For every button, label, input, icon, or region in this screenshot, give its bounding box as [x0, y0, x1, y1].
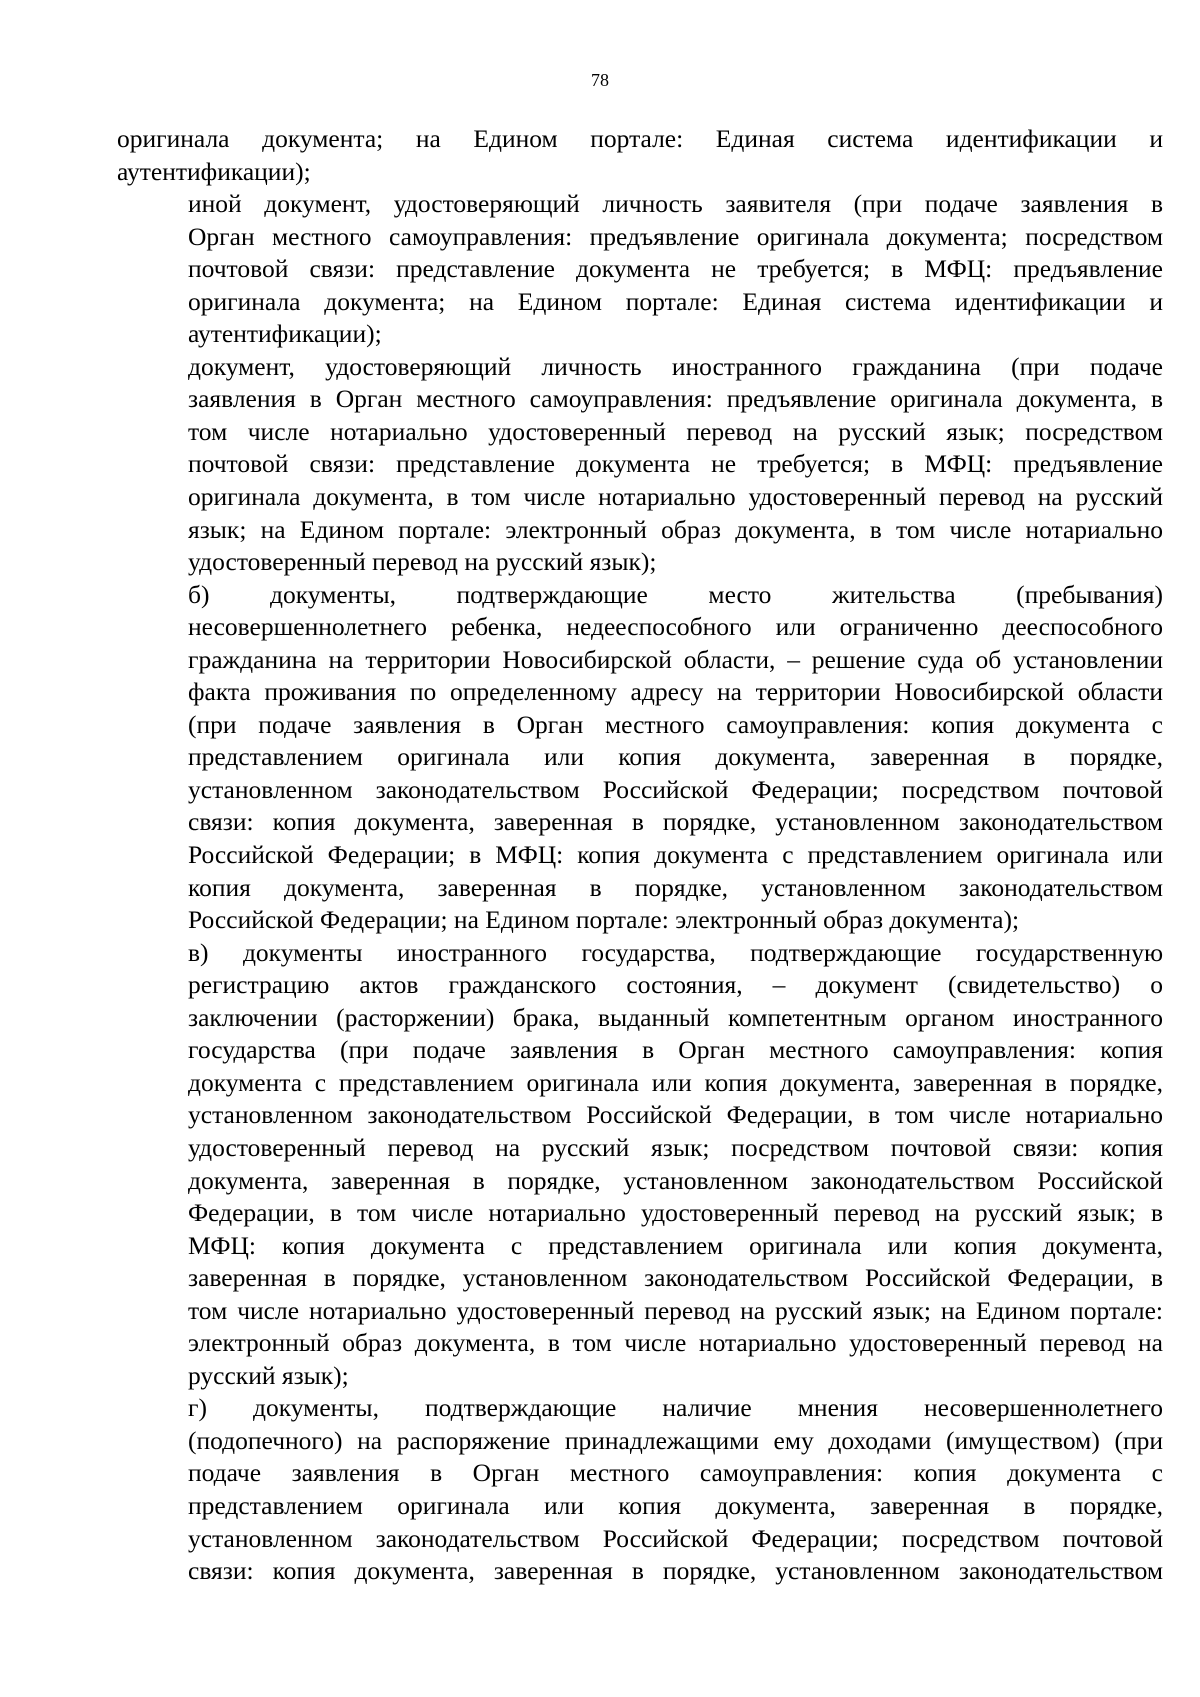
text-line: оригинала документа; на Едином портале: Единая система идентификации и [117, 124, 1163, 153]
text-line: язык; на Едином портале: электронный образ документа, в том числе нотариально [188, 514, 1163, 544]
paragraph [117, 1392, 1163, 1587]
text-line: оригинала документа; на Едином портале: Единая система идентификации и [188, 286, 1163, 316]
text-line: представлением оригинала или копия документа, заверенная в порядке, [188, 1490, 1163, 1520]
text-line: почтовой связи: представление документа не требуется; в МФЦ: предъявление [188, 254, 1163, 284]
text-line: связи: копия документа, заверенная в порядке, установленном законодательством [188, 1556, 1163, 1586]
text-line: представлением оригинала или копия документа, заверенная в порядке, [188, 742, 1163, 772]
text-line: заявления в Орган местного самоуправления: предъявление оригинала документа, в [188, 384, 1163, 414]
text-line: установленном законодательством Российской Федерации; посредством почтовой [188, 774, 1163, 804]
text-line: копия документа, заверенная в порядке, установленном законодательством [188, 872, 1163, 902]
text-line: установленном законодательством Российской Федерации, в том числе нотариально [188, 1100, 1163, 1130]
text-line: в) документы иностранного государства, подтверждающие государственную [188, 937, 1163, 967]
paragraph [117, 579, 1163, 937]
text-line: удостоверенный перевод на русский язык; посредством почтовой связи: копия [188, 1132, 1163, 1162]
text-line: документа с представлением оригинала или копия документа, заверенная в порядке, [188, 1067, 1163, 1097]
text-line: том числе нотариально удостоверенный перевод на русский язык; на Едином портале: [188, 1295, 1163, 1325]
text-line: Федерации, в том числе нотариально удостоверенный перевод на русский язык; в [188, 1198, 1163, 1228]
text-line: аутентификации); [188, 319, 382, 349]
text-line: русский язык); [188, 1360, 349, 1390]
text-line: удостоверенный перевод на русский язык); [188, 547, 657, 577]
text-line: б) документы, подтверждающие место жительства (пребывания) [188, 579, 1163, 609]
text-line: иной документ, удостоверяющий личность заявителя (при подаче заявления в [188, 189, 1163, 219]
text-line: факта проживания по определенному адресу на территории Новосибирской области [188, 677, 1163, 707]
page-number: 78 [591, 70, 609, 90]
text-line: МФЦ: копия документа с представлением оригинала или копия документа, [188, 1230, 1163, 1260]
text-line: (подопечного) на распоряжение принадлежащими ему доходами (имуществом) (при [188, 1425, 1163, 1455]
text-line: связи: копия документа, заверенная в порядке, установленном законодательством [188, 807, 1163, 837]
text-line: государства (при подаче заявления в Орган местного самоуправления: копия [188, 1035, 1163, 1065]
text-line: заверенная в порядке, установленном законодательством Российской Федерации, в [188, 1263, 1163, 1293]
text-line: документ, удостоверяющий личность иностранного гражданина (при подаче [188, 351, 1163, 381]
text-line: аутентификации); [117, 156, 311, 186]
text-line: Российской Федерации; на Едином портале: электронный образ документа); [188, 905, 1020, 935]
document-body [117, 123, 1163, 1588]
text-line: электронный образ документа, в том числе нотариально удостоверенный перевод на [188, 1328, 1163, 1358]
paragraph [117, 123, 1163, 188]
text-line: почтовой связи: представление документа не требуется; в МФЦ: предъявление [188, 449, 1163, 479]
text-line: том числе нотариально удостоверенный перевод на русский язык; посредством [188, 416, 1163, 446]
text-line: регистрацию актов гражданского состояния, – документ (свидетельство) о [188, 970, 1163, 1000]
text-line: документа, заверенная в порядке, установленном законодательством Российской [188, 1165, 1163, 1195]
text-line: Российской Федерации; в МФЦ: копия документа с представлением оригинала или [188, 840, 1163, 870]
paragraph [117, 351, 1163, 579]
text-line: установленном законодательством Российской Федерации; посредством почтовой [188, 1523, 1163, 1553]
paragraph [117, 937, 1163, 1393]
text-line: (при подаче заявления в Орган местного самоуправления: копия документа с [188, 709, 1163, 739]
text-line: подаче заявления в Орган местного самоуправления: копия документа с [188, 1458, 1163, 1488]
text-line: оригинала документа, в том числе нотариально удостоверенный перевод на русский [188, 482, 1163, 512]
text-line: несовершеннолетнего ребенка, недееспособного или ограниченно дееспособного [188, 612, 1163, 642]
paragraph [117, 188, 1163, 351]
text-line: г) документы, подтверждающие наличие мнения несовершеннолетнего [188, 1393, 1163, 1423]
text-line: заключении (расторжении) брака, выданный компетентным органом иностранного [188, 1002, 1163, 1032]
text-line: гражданина на территории Новосибирской области, – решение суда об установлении [188, 644, 1163, 674]
text-line: Орган местного самоуправления: предъявление оригинала документа; посредством [188, 221, 1163, 251]
